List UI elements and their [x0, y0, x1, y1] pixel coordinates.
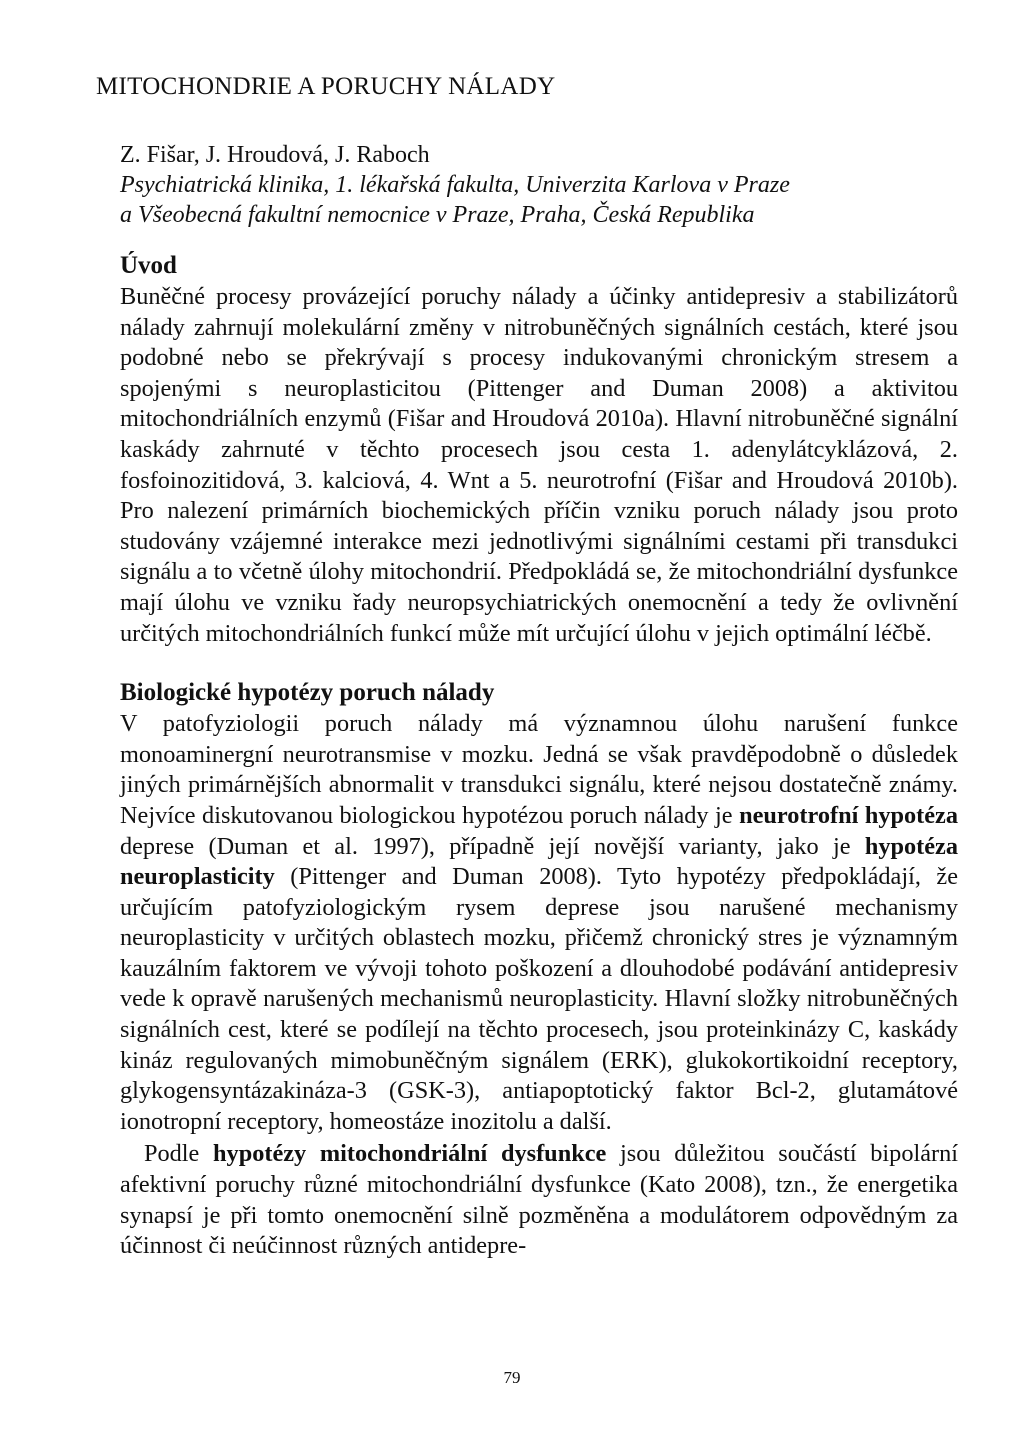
page-content — [96, 70, 958, 1262]
bio-p2-text-c: jsou důležitou součástí bipolární afektivní poruchy různé mitochondriální dysfunkce (Kato 2008), tzn., že energetika synapsí je při tomto onemocnění silně pozměněna a modulátorem odpovědným za účinnost či neúčinnost různých antidepre- — [120, 1140, 958, 1260]
intro-paragraph: Buněčné procesy provázející poruchy nálady a účinky antidepresiv a stabilizátorů nálady zahrnují molekulární změny v nitrobuněčných signálních cestách, které jsou podobné nebo se překrývají s procesy indukovanými chronickým stresem a spojenými s neuroplasticitou (Pittenger and Duman 2008) a aktivitou mitochondriálních enzymů (Fišar and Hroudová 2010a). Hlavní nitrobuněčné signální kaskády zahrnuté v těchto procesech jsou cesta 1. adenylátcyklázová, 2. fosfoinozitidová, 3. kalciová, 4. Wnt a 5. neurotrofní (Fišar and Hroudová 2010b). Pro nalezení primárních biochemických příčin vzniku poruch nálady jsou proto studovány vzájemné interakce mezi jednotlivými signálními cestami při transdukci signálu a to včetně úlohy mitochondrií. Předpokládá se, že mitochondriální dysfunkce mají úlohu ve vzniku řady neuropsychiatrických onemocnění a tedy že ovlivnění určitých mitochondriálních funkcí může mít určující úlohu v jejich optimální léčbě. — [120, 283, 958, 647]
bio-p2-text-a: Podle — [144, 1140, 214, 1168]
term-neurotrophic-hypothesis: neurotrofní hypotéza — [739, 801, 958, 829]
paper-title: MITOCHONDRIE A PORUCHY NÁLADY — [96, 73, 556, 100]
bio-p1-text-c: deprese (Duman et al. 1997), případně její novější varianty, jako je — [120, 832, 865, 860]
term-mitochondrial-dysfunction-hypothesis: hypotézy mitochondriální dysfunkce — [213, 1140, 607, 1168]
bio-p1-text-e: (Pittenger and Duman 2008). Tyto hypotézy předpokládají, že určujícím patofyziologickým rysem deprese jsou narušené mechanismy neuroplasticity v určitých oblastech mozku, přičemž chronický stres je významným kauzálním faktorem ve vývoji tohoto poškození a dlouhodobé podávání antidepresiv vede k opravě narušených mechanismů neuroplasticity. Hlavní složky nitrobuněčných signálních cest, které se podílejí na těchto procesech, jsou proteinkinázy C, kaskády kináz regulovaných mimobuněčným signálem (ERK), glukokortikoidní receptory, glykogensyntázakináza-3 (GSK-3), antiapoptotický faktor Bcl-2, glutamátové ionotropní receptory, homeostáze inozitolu a další. — [120, 863, 958, 1135]
section-heading-biological-hypotheses: Biologické hypotézy poruch nálady — [120, 679, 495, 707]
page-number: 79 — [503, 1368, 521, 1387]
affiliation-line-2: a Všeobecná fakultní nemocnice v Praze, Praha, Česká Republika — [120, 202, 755, 228]
bio-paragraph-2 — [96, 1139, 958, 1261]
section-heading-intro: Úvod — [120, 252, 177, 279]
author-list: Z. Fišar, J. Hroudová, J. Raboch — [120, 142, 430, 168]
bio-p1-text-a: V patofyziologii poruch nálady má významnou úlohu narušení funkce monoaminergní neurotransmise v mozku. Jedná se však pravděpodobně o důsledek jiných primárnějších abnormalit v transdukci signálu, které nejsou dostatečně známy. Nejvíce diskutovanou biologickou hypotézou poruch nálady je — [120, 710, 958, 829]
bio-paragraph-1 — [96, 709, 958, 1137]
term-neuroplasticity-hypothesis: hypotéza neuroplasticity — [120, 832, 958, 891]
affiliation-line-1: Psychiatrická klinika, 1. lékařská fakulta, Univerzita Karlova v Praze — [120, 172, 790, 198]
